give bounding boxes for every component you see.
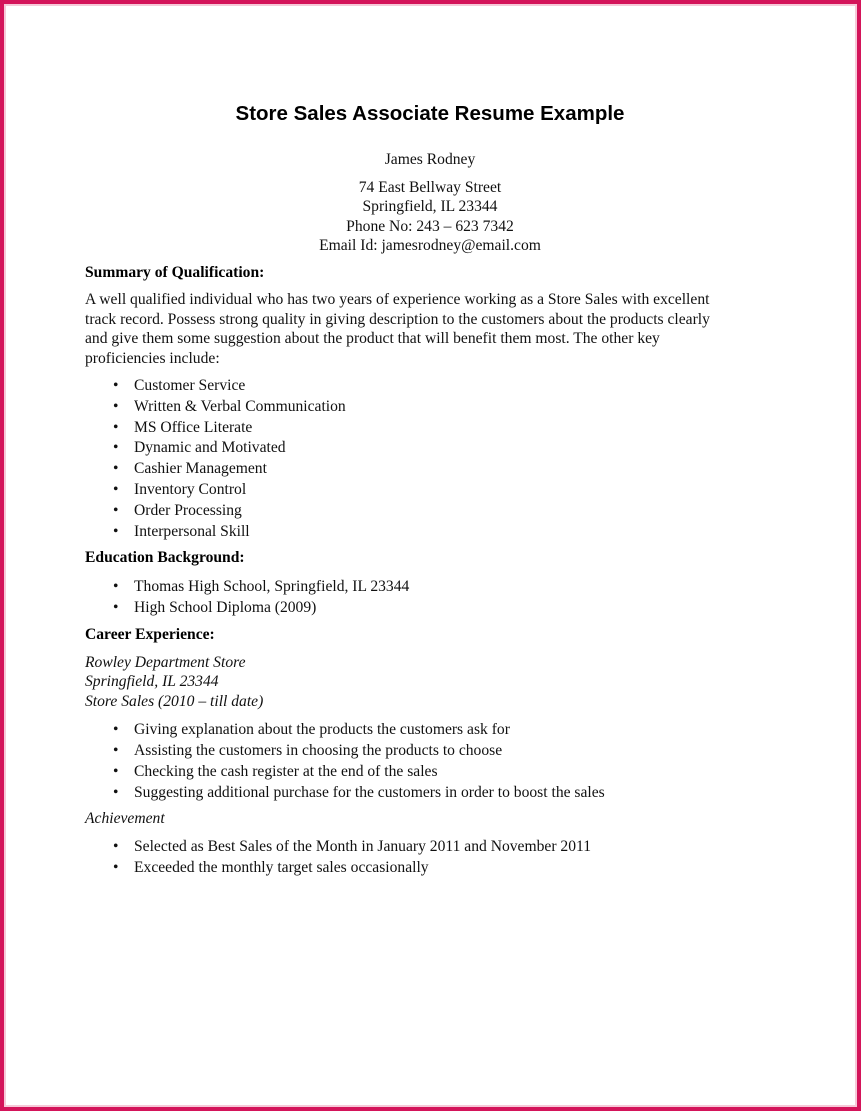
- list-item: • Giving explanation about the products the customers ask for: [113, 720, 775, 741]
- summary-line-1: A well qualified individual who has two years of experience working as a Store Sales with excellent: [85, 291, 710, 308]
- list-item: • Assisting the customers in choosing the products to choose: [113, 741, 775, 762]
- list-item: • Order Processing: [113, 501, 775, 522]
- achievement-heading: Achievement: [85, 809, 165, 827]
- list-item: • Checking the cash register at the end of the sales: [113, 762, 775, 783]
- bullet-icon: •: [113, 838, 119, 856]
- list-item: • Thomas High School, Springfield, IL 23344: [113, 577, 775, 598]
- bullet-icon: •: [113, 742, 119, 760]
- summary-line-3: and give them some suggestion about the product that will benefit them most. The other key: [85, 330, 660, 347]
- contact-phone: Phone No: 243 – 623 7342: [346, 217, 514, 235]
- duties-list: [85, 720, 775, 803]
- bullet-icon: •: [113, 480, 119, 498]
- contact-email: Email Id: jamesrodney@email.com: [319, 237, 541, 254]
- career-heading: Career Experience:: [85, 626, 215, 644]
- list-item: • Inventory Control: [113, 480, 775, 501]
- summary-line-2: track record. Possess strong quality in giving description to the customers about the products clearly: [85, 310, 710, 328]
- bullet-icon: •: [113, 763, 119, 781]
- list-item: • Dynamic and Motivated: [113, 438, 775, 459]
- bullet-icon: •: [113, 418, 119, 436]
- bullet-icon: •: [113, 577, 119, 595]
- resume-document: [85, 100, 775, 879]
- contact-name: James Rodney: [384, 151, 476, 168]
- bullet-icon: •: [113, 721, 119, 739]
- career-employer: Rowley Department Store: [85, 653, 246, 671]
- contact-street: 74 East Bellway Street: [358, 178, 502, 196]
- list-item: • Cashier Management: [113, 459, 775, 480]
- bullet-icon: •: [113, 598, 119, 616]
- document-title: Store Sales Associate Resume Example: [235, 102, 625, 125]
- list-item: • Customer Service: [113, 376, 775, 397]
- bullet-icon: •: [113, 377, 119, 394]
- skills-list: [85, 376, 775, 542]
- bullet-icon: •: [113, 460, 119, 478]
- bullet-icon: •: [113, 522, 119, 540]
- bullet-icon: •: [113, 858, 119, 876]
- list-item: • Selected as Best Sales of the Month in January 2011 and November 2011: [113, 837, 775, 858]
- list-item: • Interpersonal Skill: [113, 522, 775, 543]
- summary-heading: Summary of Qualification:: [85, 263, 265, 281]
- bullet-icon: •: [113, 439, 119, 457]
- list-item: • Exceeded the monthly target sales occasionally: [113, 858, 775, 879]
- achievements-list: [85, 837, 775, 879]
- bullet-icon: •: [113, 783, 119, 801]
- list-item: • Suggesting additional purchase for the customers in order to boost the sales: [113, 783, 775, 804]
- education-heading: Education Background:: [85, 549, 245, 567]
- contact-city: Springfield, IL 23344: [362, 198, 498, 215]
- bullet-icon: •: [113, 397, 119, 415]
- list-item: • MS Office Literate: [113, 418, 775, 439]
- bullet-icon: •: [113, 501, 119, 519]
- education-list: [85, 577, 775, 619]
- career-role: Store Sales (2010 – till date): [85, 692, 264, 710]
- list-item: • Written & Verbal Communication: [113, 397, 775, 418]
- career-location: Springfield, IL 23344: [85, 673, 219, 691]
- list-item: • High School Diploma (2009): [113, 598, 775, 619]
- summary-line-4: proficiencies include:: [85, 349, 220, 367]
